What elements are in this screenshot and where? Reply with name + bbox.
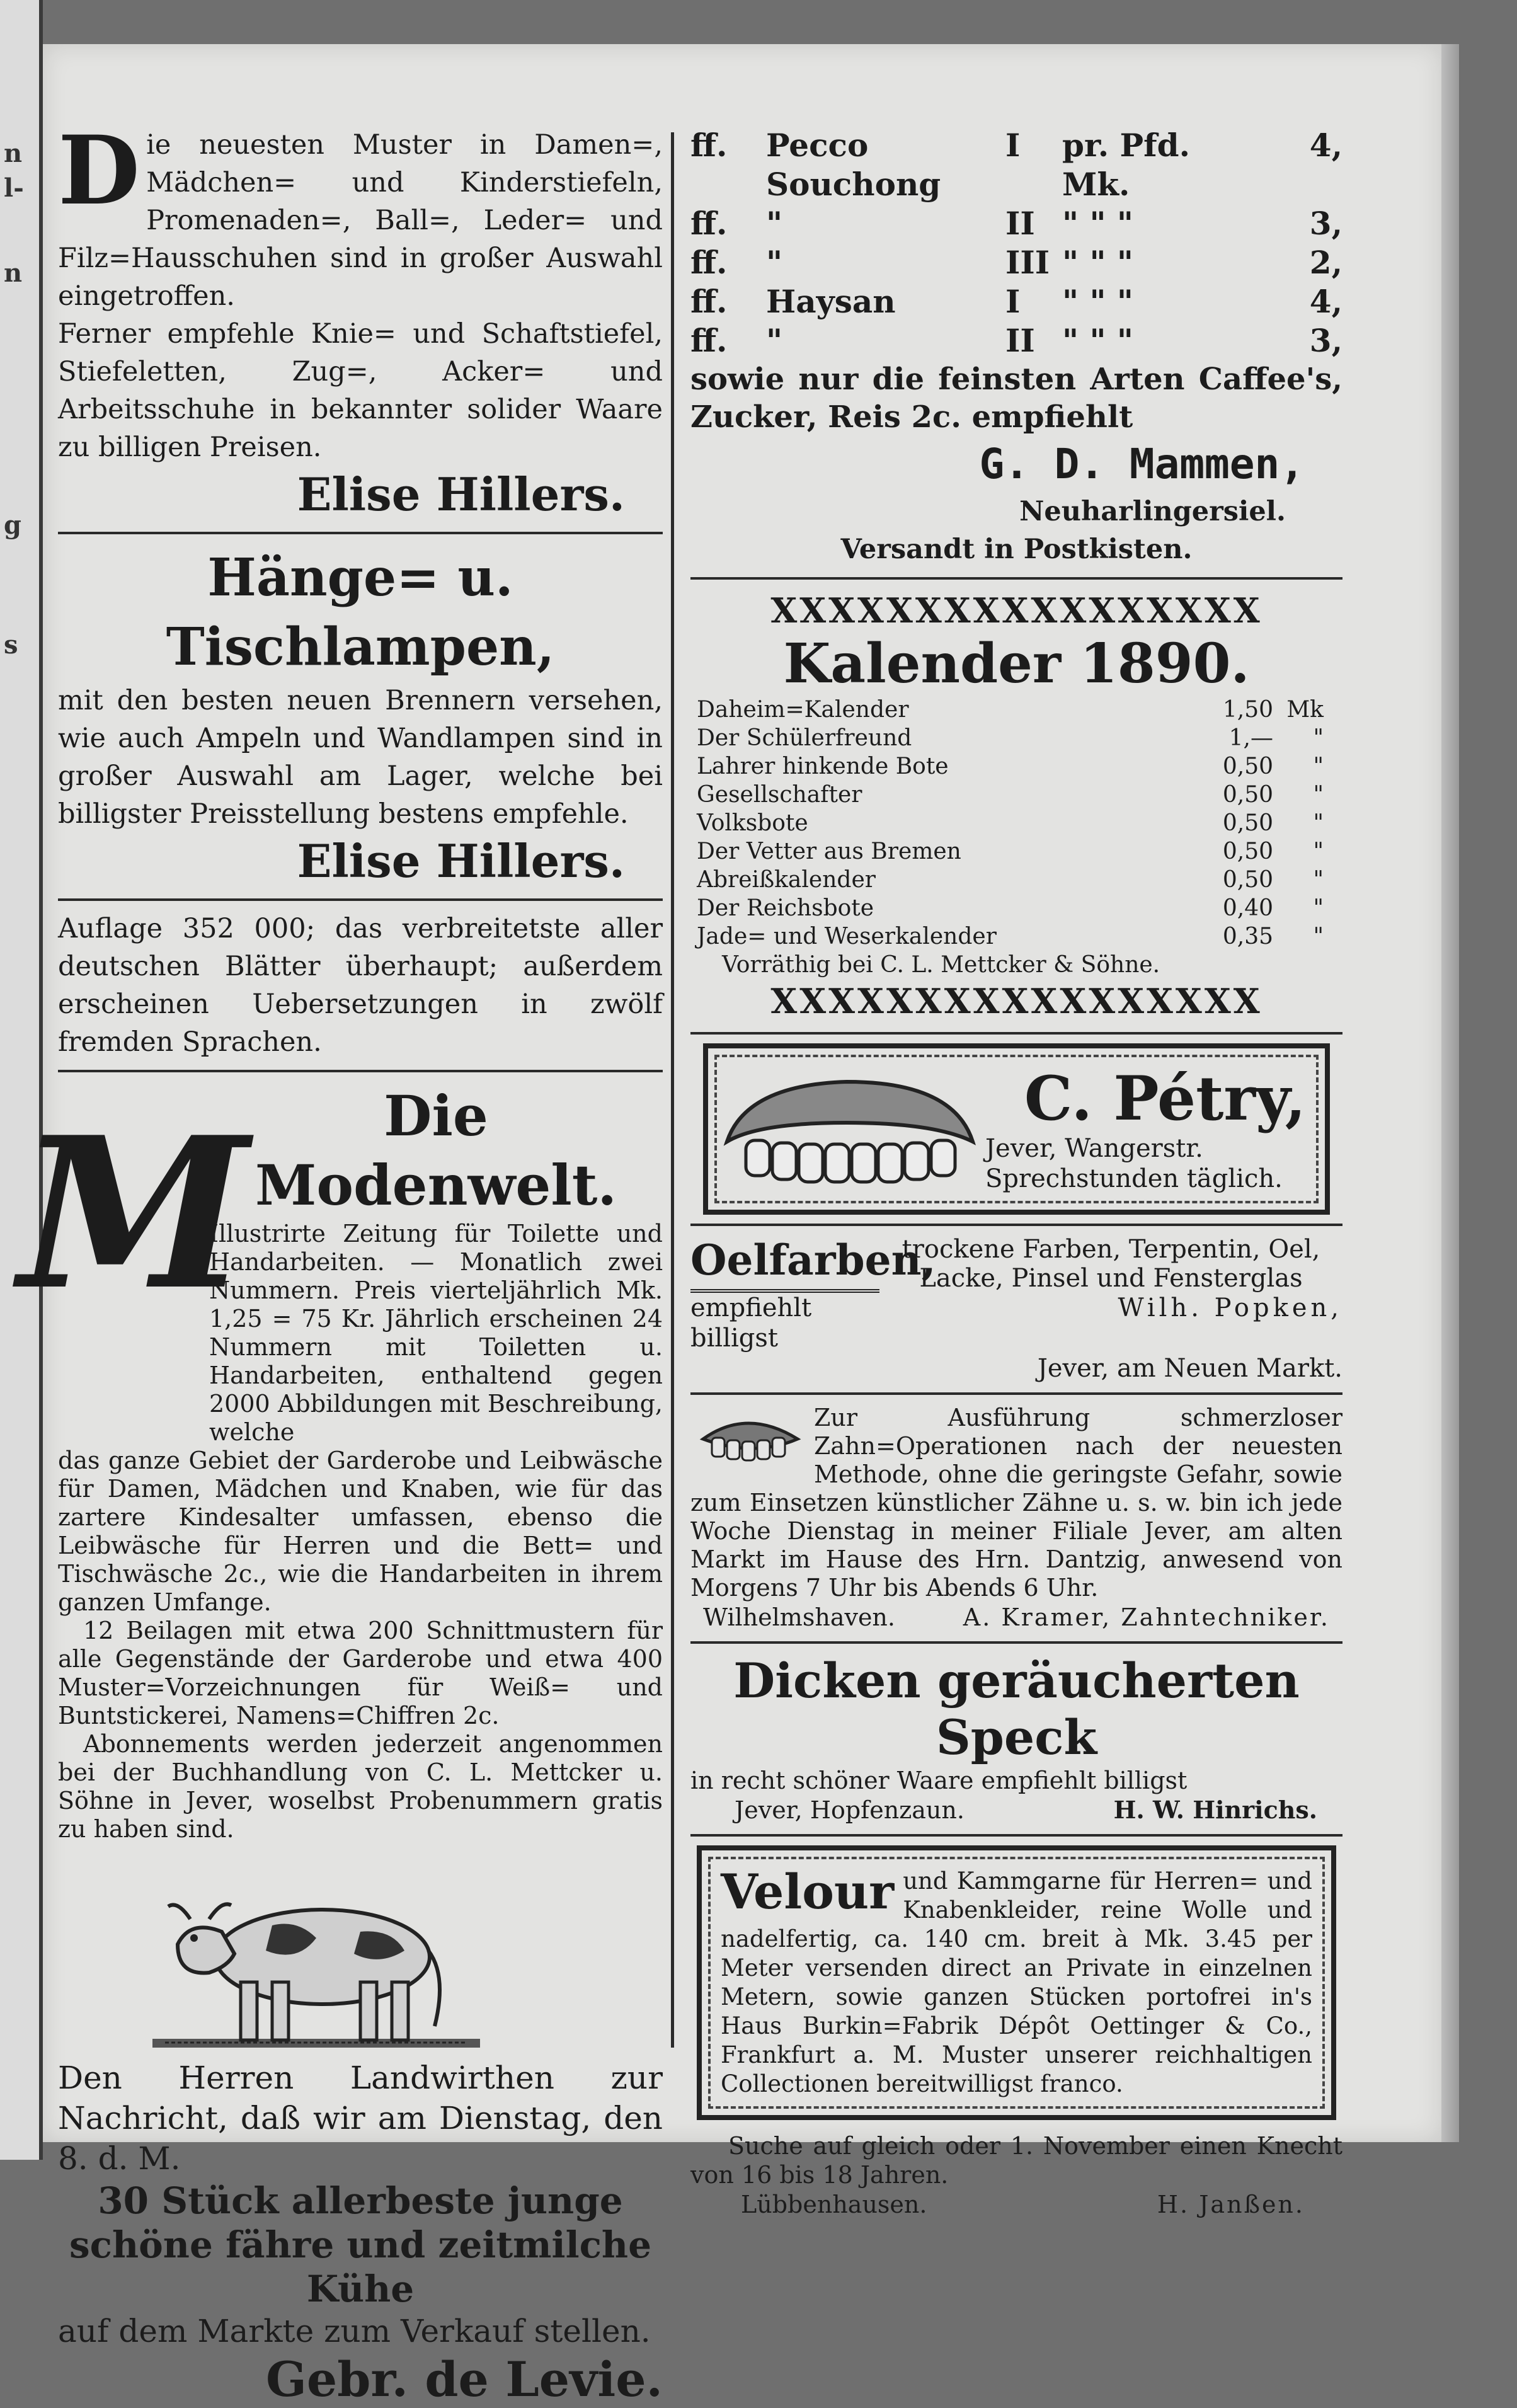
calendar-name: Der Vetter aus Bremen (697, 839, 961, 864)
calendar-price: 0,50 (1222, 810, 1273, 836)
calendar-border-bottom: XXXXXXXXXXXXXXXXX (770, 981, 1262, 1021)
calendar-row (697, 922, 1324, 951)
ad-cows-text-3: auf dem Markte zum Verkauf stellen. (58, 2313, 651, 2349)
modenwelt-text-1: Illustrirte Zeitung für Toilette und Handarbeiten. — Monatlich zwei Nummern. Preis vierteljährlich Mk. 1,25 = 75 Kr. Jährlich erscheinen 24 Nummern mit Toiletten u. Handarbeiten, enthaltend gegen 2000 Abbildungen mit Beschreibung, welche (209, 1220, 663, 1446)
tea-unit: " " " (1062, 205, 1133, 242)
tea-quality: I (1005, 127, 1021, 164)
calendar-price-list (690, 696, 1342, 979)
ad-tea-text: sowie nur die feinsten Arten Caffee's, Zucker, Reis 2c. empfiehlt (690, 362, 1342, 435)
oelfarben-title: Oelfarben, (690, 1235, 879, 1293)
calendar-unit: " (1313, 895, 1324, 921)
tea-unit: " " " (1062, 244, 1133, 281)
calendar-row (697, 837, 1324, 866)
column-divider (671, 132, 674, 2048)
kramer-place: Wilhelmshaven. (703, 1603, 895, 1631)
calendar-name: Lahrer hinkende Bote (697, 754, 949, 779)
ad-velour (697, 1845, 1336, 2120)
calendar-border-top: XXXXXXXXXXXXXXXXX (770, 590, 1262, 631)
calendar-unit: " (1313, 867, 1324, 893)
ad-tea (690, 126, 1342, 568)
ad-separator (690, 1032, 1342, 1035)
speck-title: Dicken geräucherten Speck (733, 1653, 1300, 1765)
oelfarben-signature: Wilh. Popken, (1118, 1293, 1342, 1322)
tea-name: Haysan (766, 283, 896, 320)
right-column (690, 126, 1342, 2220)
calendar-name: Der Reichsbote (697, 895, 874, 921)
ad-separator (58, 1070, 663, 1072)
tea-price-list (690, 126, 1342, 360)
calendar-row (697, 752, 1324, 781)
ad-separator (690, 1641, 1342, 1644)
calendar-name: Gesellschafter (697, 782, 862, 808)
kramer-signature: A. Kramer, Zahntechniker. (963, 1603, 1330, 1631)
velour-text: und Kammgarne für Herren= und Knabenkleider, reine Wolle und nadelfertig, ca. 140 cm. breit à Mk. 3.45 per Meter versenden direct an Private in einzelnen Metern, sowie ganzen Stücken portofrei in's Haus Burkin=Fabrik Dépôt Oettinger & Co., Frankfurt a. M. Muster unserer reichhaltigen Collectionen bereitwilligst franco. (721, 1867, 1312, 2097)
modenwelt-text-2: das ganze Gebiet der Garderobe und Leibwäsche für Damen, Mädchen und Knaben, wie für das zartere Kindesalter umfassen, ebenso die Leibwäsche für Herren und die Bett= und Tischwäsche 2c., wie die Handarbeiten in ihrem ganzen Umfange. (58, 1447, 663, 1616)
calendar-unit: " (1313, 924, 1324, 949)
tea-price: 4, (1309, 127, 1342, 164)
knecht-signature: H. Janßen. (1157, 2191, 1305, 2218)
tea-quality: I (1005, 283, 1021, 320)
calendar-unit: " (1313, 725, 1324, 751)
newspaper-page (18, 44, 1441, 2407)
tea-price: 4, (1309, 283, 1342, 320)
tea-name: " (766, 322, 783, 359)
calendar-unit: " (1313, 782, 1324, 808)
calendar-price: 0,35 (1222, 924, 1273, 949)
tea-name: " (766, 244, 783, 281)
tea-row (690, 204, 1342, 243)
page-edge (1441, 44, 1459, 2142)
tea-unit: " " " (1062, 283, 1133, 320)
knecht-place: Lübbenhausen. (741, 2191, 927, 2218)
ad-shoes-text-2: Ferner empfehle Knie= und Schaftstiefel, Stiefeletten, Zug=, Acker= und Arbeitsschuhe in bekannter solider Waare zu billigen Preisen. (58, 318, 663, 463)
calendar-price: 0,50 (1222, 754, 1273, 779)
calendar-name: Daheim=Kalender (697, 697, 909, 723)
calendar-name: Abreißkalender (697, 867, 876, 893)
tea-unit: pr. Pfd. Mk. (1062, 127, 1191, 203)
ad-separator (58, 898, 663, 901)
calendar-row (697, 781, 1324, 809)
calendar-unit: Mk (1286, 697, 1324, 723)
previous-page-edge (0, 0, 43, 2160)
tea-grade: ff. (690, 322, 728, 359)
calendar-price: 1,— (1228, 725, 1273, 751)
tea-price: 2, (1309, 244, 1342, 281)
ad-separator (690, 1834, 1342, 1837)
ad-shoes-text: ie neuesten Muster in Damen=, Mädchen= und Kinderstiefeln, Promenaden=, Ball=, Leder= und Filz=Hausschuhen sind in großer Auswahl eingetroffen. (58, 129, 663, 312)
ad-separator (690, 1392, 1342, 1395)
calendar-unit: " (1313, 754, 1324, 779)
ad-knecht (690, 2131, 1342, 2220)
kramer-text: Zur Ausführung schmerzloser Zahn=Operationen nach der neuesten Methode, ohne die geringste Gefahr, sowie zum Einsetzen künstlicher Zähne u. s. w. bin ich jede Woche Dienstag in meiner Filiale Jever, am alten Markt im Hause des Hrn. Dantzig, anwesend von Morgens 7 Uhr bis Abends 6 Uhr. (690, 1404, 1342, 1602)
modenwelt-logo-letter: M (18, 1091, 249, 1336)
teeth-illustration (697, 1408, 804, 1471)
ad-tea-place: Neuharlingersiel. (1019, 496, 1286, 527)
petry-hours: Sprechstunden täglich. (985, 1164, 1283, 1193)
calendar-row (697, 894, 1324, 922)
oelfarben-text-2: empfiehlt billigst (690, 1293, 812, 1353)
calendar-price: 1,50 (1222, 697, 1273, 723)
calendar-price: 0,50 (1222, 839, 1273, 864)
ad-tea-signature: G. D. Mammen, (979, 440, 1305, 488)
calendar-row (697, 696, 1324, 724)
margin-glyph: n (4, 139, 23, 168)
ad-lamps-text: mit den besten neuen Brennern versehen, wie auch Ampeln und Wandlampen sind in großer Auswahl am Lager, welche bei billigster Preisstellung bestens empfehle. (58, 685, 663, 830)
tea-grade: ff. (690, 244, 728, 281)
ad-circulation-text: Auflage 352 000; das verbreitetste aller deutschen Blätter überhaupt; außerdem erscheinen Uebersetzungen in zwölf fremden Sprachen. (58, 913, 663, 1058)
ad-shoes-signature: Elise Hillers. (297, 467, 625, 521)
calendar-name: Der Schülerfreund (697, 725, 912, 751)
calendar-name: Jade= und Weserkalender (697, 924, 997, 949)
ad-cows (58, 1856, 663, 2408)
tea-name: " (766, 205, 783, 242)
velour-body (721, 1864, 1312, 2099)
ad-separator (58, 532, 663, 534)
ad-kramer (690, 1404, 1342, 1632)
calendar-unit: " (1313, 839, 1324, 864)
margin-glyph: n (4, 258, 23, 288)
speck-place: Jever, Hopfenzaun. (735, 1796, 965, 1824)
calendar-footer: Vorräthig bei C. L. Mettcker & Söhne. (722, 952, 1160, 978)
modenwelt-text-4: Abonnements werden jederzeit angenommen bei der Buchhandlung von C. L. Mettcker u. Söhne in Jever, woselbst Probenummern gratis zu haben sind. (58, 1730, 663, 1843)
ad-lamps-signature: Elise Hillers. (297, 834, 625, 888)
tea-name: Pecco Souchong (766, 127, 941, 203)
petry-address: Jever, Wangerstr. (985, 1134, 1203, 1163)
ad-cows-signature: Gebr. de Levie. (266, 2351, 663, 2407)
calendar-price: 0,50 (1222, 867, 1273, 893)
tea-row (690, 243, 1342, 282)
ad-modenwelt (18, 1081, 663, 1843)
margin-glyph: g (4, 510, 21, 540)
ad-cows-text-2: 30 Stück allerbeste junge schöne fähre und zeitmilche Kühe (69, 2179, 651, 2310)
knecht-text: Suche auf gleich oder 1. November einen Knecht von 16 bis 18 Jahren. (690, 2132, 1342, 2189)
tea-quality: II (1005, 322, 1035, 359)
tea-quality: II (1005, 205, 1035, 242)
margin-glyph: l- (4, 173, 24, 203)
ad-circulation (58, 910, 663, 1061)
calendar-row (697, 724, 1324, 752)
drop-cap: D (58, 115, 140, 226)
tea-grade: ff. (690, 127, 728, 164)
tea-price: 3, (1309, 322, 1342, 359)
tea-row (690, 282, 1342, 321)
ad-shoes-body (58, 115, 663, 315)
oelfarben-text-1: trockene Farben, Terpentin, Oel, Lacke, Pinsel und Fensterglas (902, 1235, 1320, 1293)
ad-shoes (58, 115, 663, 523)
left-column (18, 115, 663, 2408)
cow-illustration (152, 1856, 480, 2058)
ad-petry (703, 1043, 1330, 1215)
petry-name: C. Pétry, (1024, 1063, 1306, 1134)
modenwelt-title: Die Modenwelt. (255, 1083, 617, 1218)
modenwelt-logo (18, 1081, 249, 1346)
tea-row (690, 321, 1342, 360)
ad-lamps-title: Hänge= u. Tischlampen, (166, 548, 555, 677)
margin-glyph: s (4, 630, 18, 660)
calendar-price: 0,40 (1222, 895, 1273, 921)
oelfarben-place: Jever, am Neuen Markt. (1037, 1354, 1342, 1383)
ad-cows-text-1: Den Herren Landwirthen zur Nachricht, daß wir am Dienstag, den 8. d. M. (58, 2060, 663, 2177)
calendar-row (697, 866, 1324, 894)
tea-grade: ff. (690, 205, 728, 242)
ad-oelfarben (690, 1235, 1342, 1384)
tea-row (690, 126, 1342, 204)
ad-separator (690, 577, 1342, 580)
calendar-unit: " (1313, 810, 1324, 836)
velour-word: Velour (721, 1864, 895, 1920)
modenwelt-text-3: 12 Beilagen mit etwa 200 Schnittmustern für alle Gegenstände der Garderobe und etwa 400 Muster=Vorzeichnungen für Weiß= und Buntstickerei, Namens=Chiffren 2c. (58, 1617, 663, 1729)
speck-text: in recht schöner Waare empfiehlt billigst (690, 1767, 1188, 1794)
calendar-row (697, 809, 1324, 837)
tea-price: 3, (1309, 205, 1342, 242)
ad-speck (690, 1653, 1342, 1825)
calendar-name: Volksbote (697, 810, 808, 836)
ad-tea-note: Versandt in Postkisten. (840, 534, 1193, 565)
ad-lamps (58, 543, 663, 890)
tea-grade: ff. (690, 283, 728, 320)
ad-separator (690, 1224, 1342, 1226)
calendar-price: 0,50 (1222, 782, 1273, 808)
tea-quality: III (1005, 244, 1050, 281)
dentures-illustration (714, 1066, 985, 1192)
calendar-title: Kalender 1890. (783, 632, 1250, 696)
speck-signature: H. W. Hinrichs. (1113, 1796, 1317, 1824)
tea-unit: " " " (1062, 322, 1133, 359)
ad-calendar (690, 588, 1342, 1023)
